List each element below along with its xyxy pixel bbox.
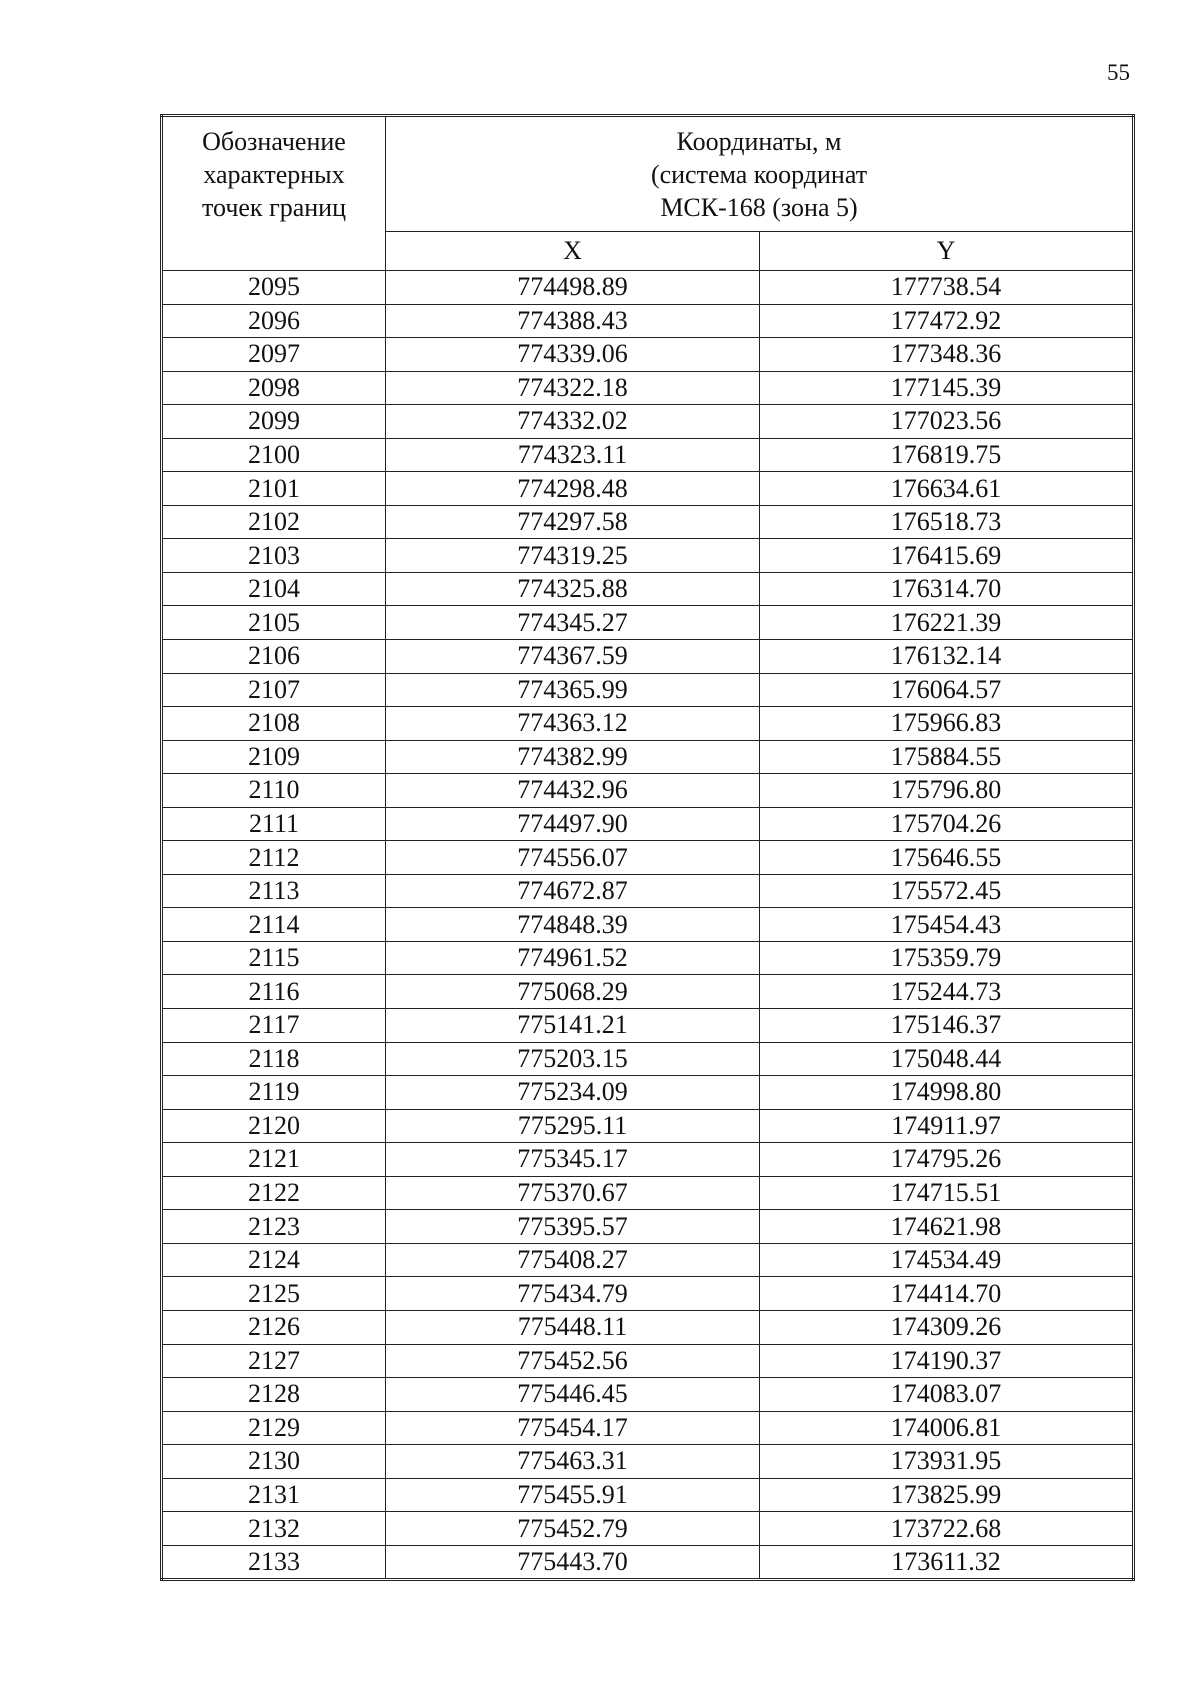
table-row <box>162 740 1134 774</box>
point-cell: 2120 <box>162 1109 386 1143</box>
x-cell: 775068.29 <box>386 975 760 1009</box>
x-cell: 775434.79 <box>386 1277 760 1311</box>
x-cell: 775395.57 <box>386 1210 760 1244</box>
point-cell: 2116 <box>162 975 386 1009</box>
y-cell: 175884.55 <box>760 740 1134 774</box>
table-row <box>162 874 1134 908</box>
y-cell: 175572.45 <box>760 874 1134 908</box>
y-cell: 176132.14 <box>760 640 1134 674</box>
y-cell: 174083.07 <box>760 1378 1134 1412</box>
x-cell: 774363.12 <box>386 707 760 741</box>
y-cell: 175146.37 <box>760 1009 1134 1043</box>
y-cell: 177472.92 <box>760 304 1134 338</box>
table-row <box>162 774 1134 808</box>
header-line: (система координат <box>650 160 868 189</box>
point-cell: 2127 <box>162 1344 386 1378</box>
x-cell: 774345.27 <box>386 606 760 640</box>
x-cell: 774382.99 <box>386 740 760 774</box>
point-cell: 2102 <box>162 505 386 539</box>
table-row <box>162 908 1134 942</box>
header-line: Обозначение <box>202 127 346 156</box>
point-cell: 2101 <box>162 472 386 506</box>
table-row <box>162 807 1134 841</box>
table-row <box>162 1478 1134 1512</box>
x-cell: 774672.87 <box>386 874 760 908</box>
table-row <box>162 1042 1134 1076</box>
point-cell: 2104 <box>162 572 386 606</box>
table-row <box>162 1378 1134 1412</box>
table-row <box>162 1109 1134 1143</box>
header-line: Координаты, м <box>676 127 842 156</box>
point-cell: 2108 <box>162 707 386 741</box>
x-cell: 775455.91 <box>386 1478 760 1512</box>
x-cell: 775295.11 <box>386 1109 760 1143</box>
y-cell: 175359.79 <box>760 941 1134 975</box>
x-cell: 774339.06 <box>386 338 760 372</box>
table-row <box>162 673 1134 707</box>
x-cell: 775234.09 <box>386 1076 760 1110</box>
point-cell: 2107 <box>162 673 386 707</box>
table-row <box>162 975 1134 1009</box>
x-cell: 774325.88 <box>386 572 760 606</box>
y-cell: 174621.98 <box>760 1210 1134 1244</box>
y-cell: 176415.69 <box>760 539 1134 573</box>
point-cell: 2103 <box>162 539 386 573</box>
y-cell: 173931.95 <box>760 1445 1134 1479</box>
x-cell: 774323.11 <box>386 438 760 472</box>
point-cell: 2112 <box>162 841 386 875</box>
point-cell: 2110 <box>162 774 386 808</box>
point-cell: 2097 <box>162 338 386 372</box>
coordinates-table <box>160 114 1135 1581</box>
point-cell: 2100 <box>162 438 386 472</box>
x-cell: 775345.17 <box>386 1143 760 1177</box>
table-row <box>162 371 1134 405</box>
coordinates-header <box>386 116 1134 232</box>
point-cell: 2096 <box>162 304 386 338</box>
point-cell: 2098 <box>162 371 386 405</box>
x-cell: 774322.18 <box>386 371 760 405</box>
y-cell: 175048.44 <box>760 1042 1134 1076</box>
table-body <box>162 271 1134 1580</box>
header-line: точек границ <box>201 193 347 222</box>
y-cell: 174414.70 <box>760 1277 1134 1311</box>
header-line: МСК-168 (зона 5) <box>660 193 858 222</box>
table-row <box>162 505 1134 539</box>
point-cell: 2126 <box>162 1310 386 1344</box>
point-cell: 2105 <box>162 606 386 640</box>
y-column-header: Y <box>760 232 1134 271</box>
table-row <box>162 539 1134 573</box>
table-row <box>162 271 1134 305</box>
x-cell: 774432.96 <box>386 774 760 808</box>
table-row <box>162 1411 1134 1445</box>
x-cell: 775463.31 <box>386 1445 760 1479</box>
point-cell: 2128 <box>162 1378 386 1412</box>
x-cell: 774556.07 <box>386 841 760 875</box>
table-row <box>162 1310 1134 1344</box>
point-cell: 2099 <box>162 405 386 439</box>
x-cell: 775203.15 <box>386 1042 760 1076</box>
point-cell: 2118 <box>162 1042 386 1076</box>
point-cell: 2124 <box>162 1243 386 1277</box>
table-row <box>162 1545 1134 1580</box>
point-cell: 2122 <box>162 1176 386 1210</box>
y-cell: 175454.43 <box>760 908 1134 942</box>
x-cell: 774319.25 <box>386 539 760 573</box>
x-cell: 774497.90 <box>386 807 760 841</box>
y-cell: 174534.49 <box>760 1243 1134 1277</box>
y-cell: 176314.70 <box>760 572 1134 606</box>
point-cell: 2133 <box>162 1545 386 1580</box>
x-cell: 774297.58 <box>386 505 760 539</box>
coordinates-table-container <box>160 114 1132 1581</box>
point-cell: 2119 <box>162 1076 386 1110</box>
y-cell: 173722.68 <box>760 1512 1134 1546</box>
y-cell: 176518.73 <box>760 505 1134 539</box>
x-cell: 774848.39 <box>386 908 760 942</box>
y-cell: 174998.80 <box>760 1076 1134 1110</box>
x-cell: 774961.52 <box>386 941 760 975</box>
table-row <box>162 1277 1134 1311</box>
table-header <box>162 116 1134 271</box>
y-cell: 173611.32 <box>760 1545 1134 1580</box>
y-cell: 177348.36 <box>760 338 1134 372</box>
page-number: 55 <box>1107 60 1130 85</box>
table-row <box>162 1243 1134 1277</box>
table-row <box>162 438 1134 472</box>
point-cell: 2130 <box>162 1445 386 1479</box>
y-cell: 174309.26 <box>760 1310 1134 1344</box>
y-cell: 177738.54 <box>760 271 1134 305</box>
table-row <box>162 1009 1134 1043</box>
point-cell: 2131 <box>162 1478 386 1512</box>
x-cell: 775370.67 <box>386 1176 760 1210</box>
y-cell: 176064.57 <box>760 673 1134 707</box>
point-cell: 2095 <box>162 271 386 305</box>
y-cell: 174715.51 <box>760 1176 1134 1210</box>
point-cell: 2129 <box>162 1411 386 1445</box>
table-row <box>162 405 1134 439</box>
x-cell: 774365.99 <box>386 673 760 707</box>
x-cell: 774332.02 <box>386 405 760 439</box>
y-cell: 174006.81 <box>760 1411 1134 1445</box>
point-cell: 2106 <box>162 640 386 674</box>
point-cell: 2123 <box>162 1210 386 1244</box>
point-designation-header <box>162 116 386 271</box>
y-cell: 174190.37 <box>760 1344 1134 1378</box>
x-cell: 775448.11 <box>386 1310 760 1344</box>
point-cell: 2115 <box>162 941 386 975</box>
table-row <box>162 304 1134 338</box>
table-row <box>162 640 1134 674</box>
y-cell: 173825.99 <box>760 1478 1134 1512</box>
table-row <box>162 1076 1134 1110</box>
x-cell: 775454.17 <box>386 1411 760 1445</box>
x-cell: 774388.43 <box>386 304 760 338</box>
table-row <box>162 472 1134 506</box>
table-row <box>162 606 1134 640</box>
point-cell: 2117 <box>162 1009 386 1043</box>
table-row <box>162 707 1134 741</box>
x-cell: 775446.45 <box>386 1378 760 1412</box>
table-row <box>162 1210 1134 1244</box>
table-row <box>162 841 1134 875</box>
point-cell: 2132 <box>162 1512 386 1546</box>
table-row <box>162 338 1134 372</box>
y-cell: 176819.75 <box>760 438 1134 472</box>
table-row <box>162 572 1134 606</box>
x-cell: 774367.59 <box>386 640 760 674</box>
x-cell: 774498.89 <box>386 271 760 305</box>
header-line: характерных <box>203 160 345 189</box>
x-column-header: X <box>386 232 760 271</box>
table-row <box>162 1344 1134 1378</box>
y-cell: 174911.97 <box>760 1109 1134 1143</box>
y-cell: 174795.26 <box>760 1143 1134 1177</box>
y-cell: 175646.55 <box>760 841 1134 875</box>
x-cell: 775452.79 <box>386 1512 760 1546</box>
y-cell: 175704.26 <box>760 807 1134 841</box>
table-row <box>162 1176 1134 1210</box>
point-cell: 2113 <box>162 874 386 908</box>
y-cell: 177023.56 <box>760 405 1134 439</box>
y-cell: 177145.39 <box>760 371 1134 405</box>
table-row <box>162 1512 1134 1546</box>
point-cell: 2114 <box>162 908 386 942</box>
x-cell: 774298.48 <box>386 472 760 506</box>
y-cell: 175796.80 <box>760 774 1134 808</box>
y-cell: 176634.61 <box>760 472 1134 506</box>
point-cell: 2125 <box>162 1277 386 1311</box>
x-cell: 775141.21 <box>386 1009 760 1043</box>
y-cell: 175244.73 <box>760 975 1134 1009</box>
x-cell: 775452.56 <box>386 1344 760 1378</box>
x-cell: 775443.70 <box>386 1545 760 1580</box>
x-cell: 775408.27 <box>386 1243 760 1277</box>
point-cell: 2109 <box>162 740 386 774</box>
table-row <box>162 941 1134 975</box>
table-row <box>162 1445 1134 1479</box>
y-cell: 175966.83 <box>760 707 1134 741</box>
table-row <box>162 1143 1134 1177</box>
y-cell: 176221.39 <box>760 606 1134 640</box>
point-cell: 2121 <box>162 1143 386 1177</box>
point-cell: 2111 <box>162 807 386 841</box>
